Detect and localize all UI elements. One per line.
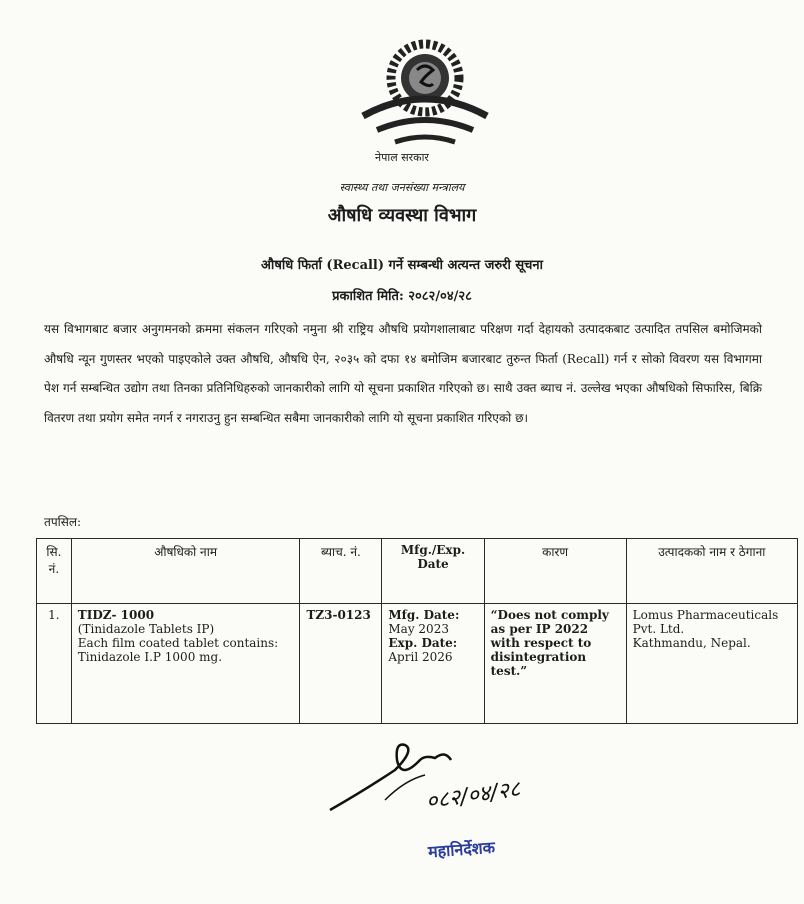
drug-generic: (Tinidazole Tablets IP)	[77, 622, 215, 636]
header-sn: सि. नं.	[37, 539, 72, 604]
government-name: नेपाल सरकार	[375, 151, 429, 164]
recall-table	[36, 538, 798, 724]
government-emblem	[355, 30, 495, 148]
cell-manufacturer	[626, 604, 797, 724]
table-label: तपसिल:	[44, 515, 82, 529]
header-batch: ब्याच. नं.	[300, 539, 382, 604]
drug-desc-1: Each film coated tablet contains:	[77, 636, 279, 650]
exp-value: April 2026	[388, 650, 453, 664]
cell-dates	[382, 604, 484, 724]
drug-desc-2: Tinidazole I.P 1000 mg.	[77, 650, 223, 664]
drug-brand: TIDZ- 1000	[77, 608, 155, 622]
cell-reason: “Does not comply as per IP 2022 with respect to disintegration test.”	[484, 604, 626, 724]
cell-batch: TZ3-0123	[300, 604, 382, 724]
notice-body: यस विभागबाट बजार अनुगमनको क्रममा संकलन गरिएको नमुना श्री राष्ट्रिय औषधि प्रयोगशालाबाट परिक्षण गर्दा देहायको उत्पादकबाट उत्पादित तपसिल बमोजिमको औषधि न्यून गुणस्तर भएको पाइएकोले उक्त औषधि, औषधि ऐन, २०३५ को दफा १४ बमोजिम बजारबाट तुरुन्त फिर्ता (Recall) गर्न र सोको विवरण यस विभागमा पेश गर्न सम्बन्धित उद्योग तथा तिनका प्रतिनिधिहरुको जानकारीको लागि यो सूचना प्रकाशित गरिएको छ। साथै उक्त ब्याच नं. उल्लेख भएका औषधिको सिफारिस, बिक्रि वितरण तथा प्रयोग समेत नगर्न र नगराउनु हुन सम्बन्धित सबैमा जानकारीको लागि यो सूचना प्रकाशित गरिएको छ।	[44, 322, 762, 425]
table-header-row	[37, 539, 798, 604]
mfr-line-1: Lomus Pharmaceuticals	[632, 608, 779, 622]
signature-date: ०८२/०४/२८	[424, 776, 522, 815]
notice-title: औषधि फिर्ता (Recall) गर्ने सम्बन्धी अत्यन्त जरुरी सूचना	[261, 258, 543, 273]
mfg-label: Mfg. Date:	[388, 608, 460, 622]
header-manufacturer: उत्पादकको नाम र ठेगाना	[626, 539, 797, 604]
ministry-name: स्वास्थ्य तथा जनसंख्या मन्त्रालय	[339, 181, 465, 194]
mfg-value: May 2023	[388, 622, 449, 636]
department-name: औषधि व्यवस्था विभाग	[327, 205, 477, 226]
header-drug-name: औषधिको नाम	[71, 539, 300, 604]
cell-drug-name	[71, 604, 300, 724]
table-row	[37, 604, 798, 724]
exp-label: Exp. Date:	[388, 636, 458, 650]
mfr-line-3: Kathmandu, Nepal.	[632, 636, 751, 650]
signer-title: महानिर्देशक	[427, 837, 496, 862]
cell-sn: 1.	[37, 604, 72, 724]
mfr-line-2: Pvt. Ltd.	[632, 622, 685, 636]
published-date: प्रकाशित मिति: २०८२/०४/२८	[332, 289, 472, 304]
header-reason: कारण	[484, 539, 626, 604]
header-dates: Mfg./Exp. Date	[382, 539, 484, 604]
signature	[325, 730, 565, 820]
